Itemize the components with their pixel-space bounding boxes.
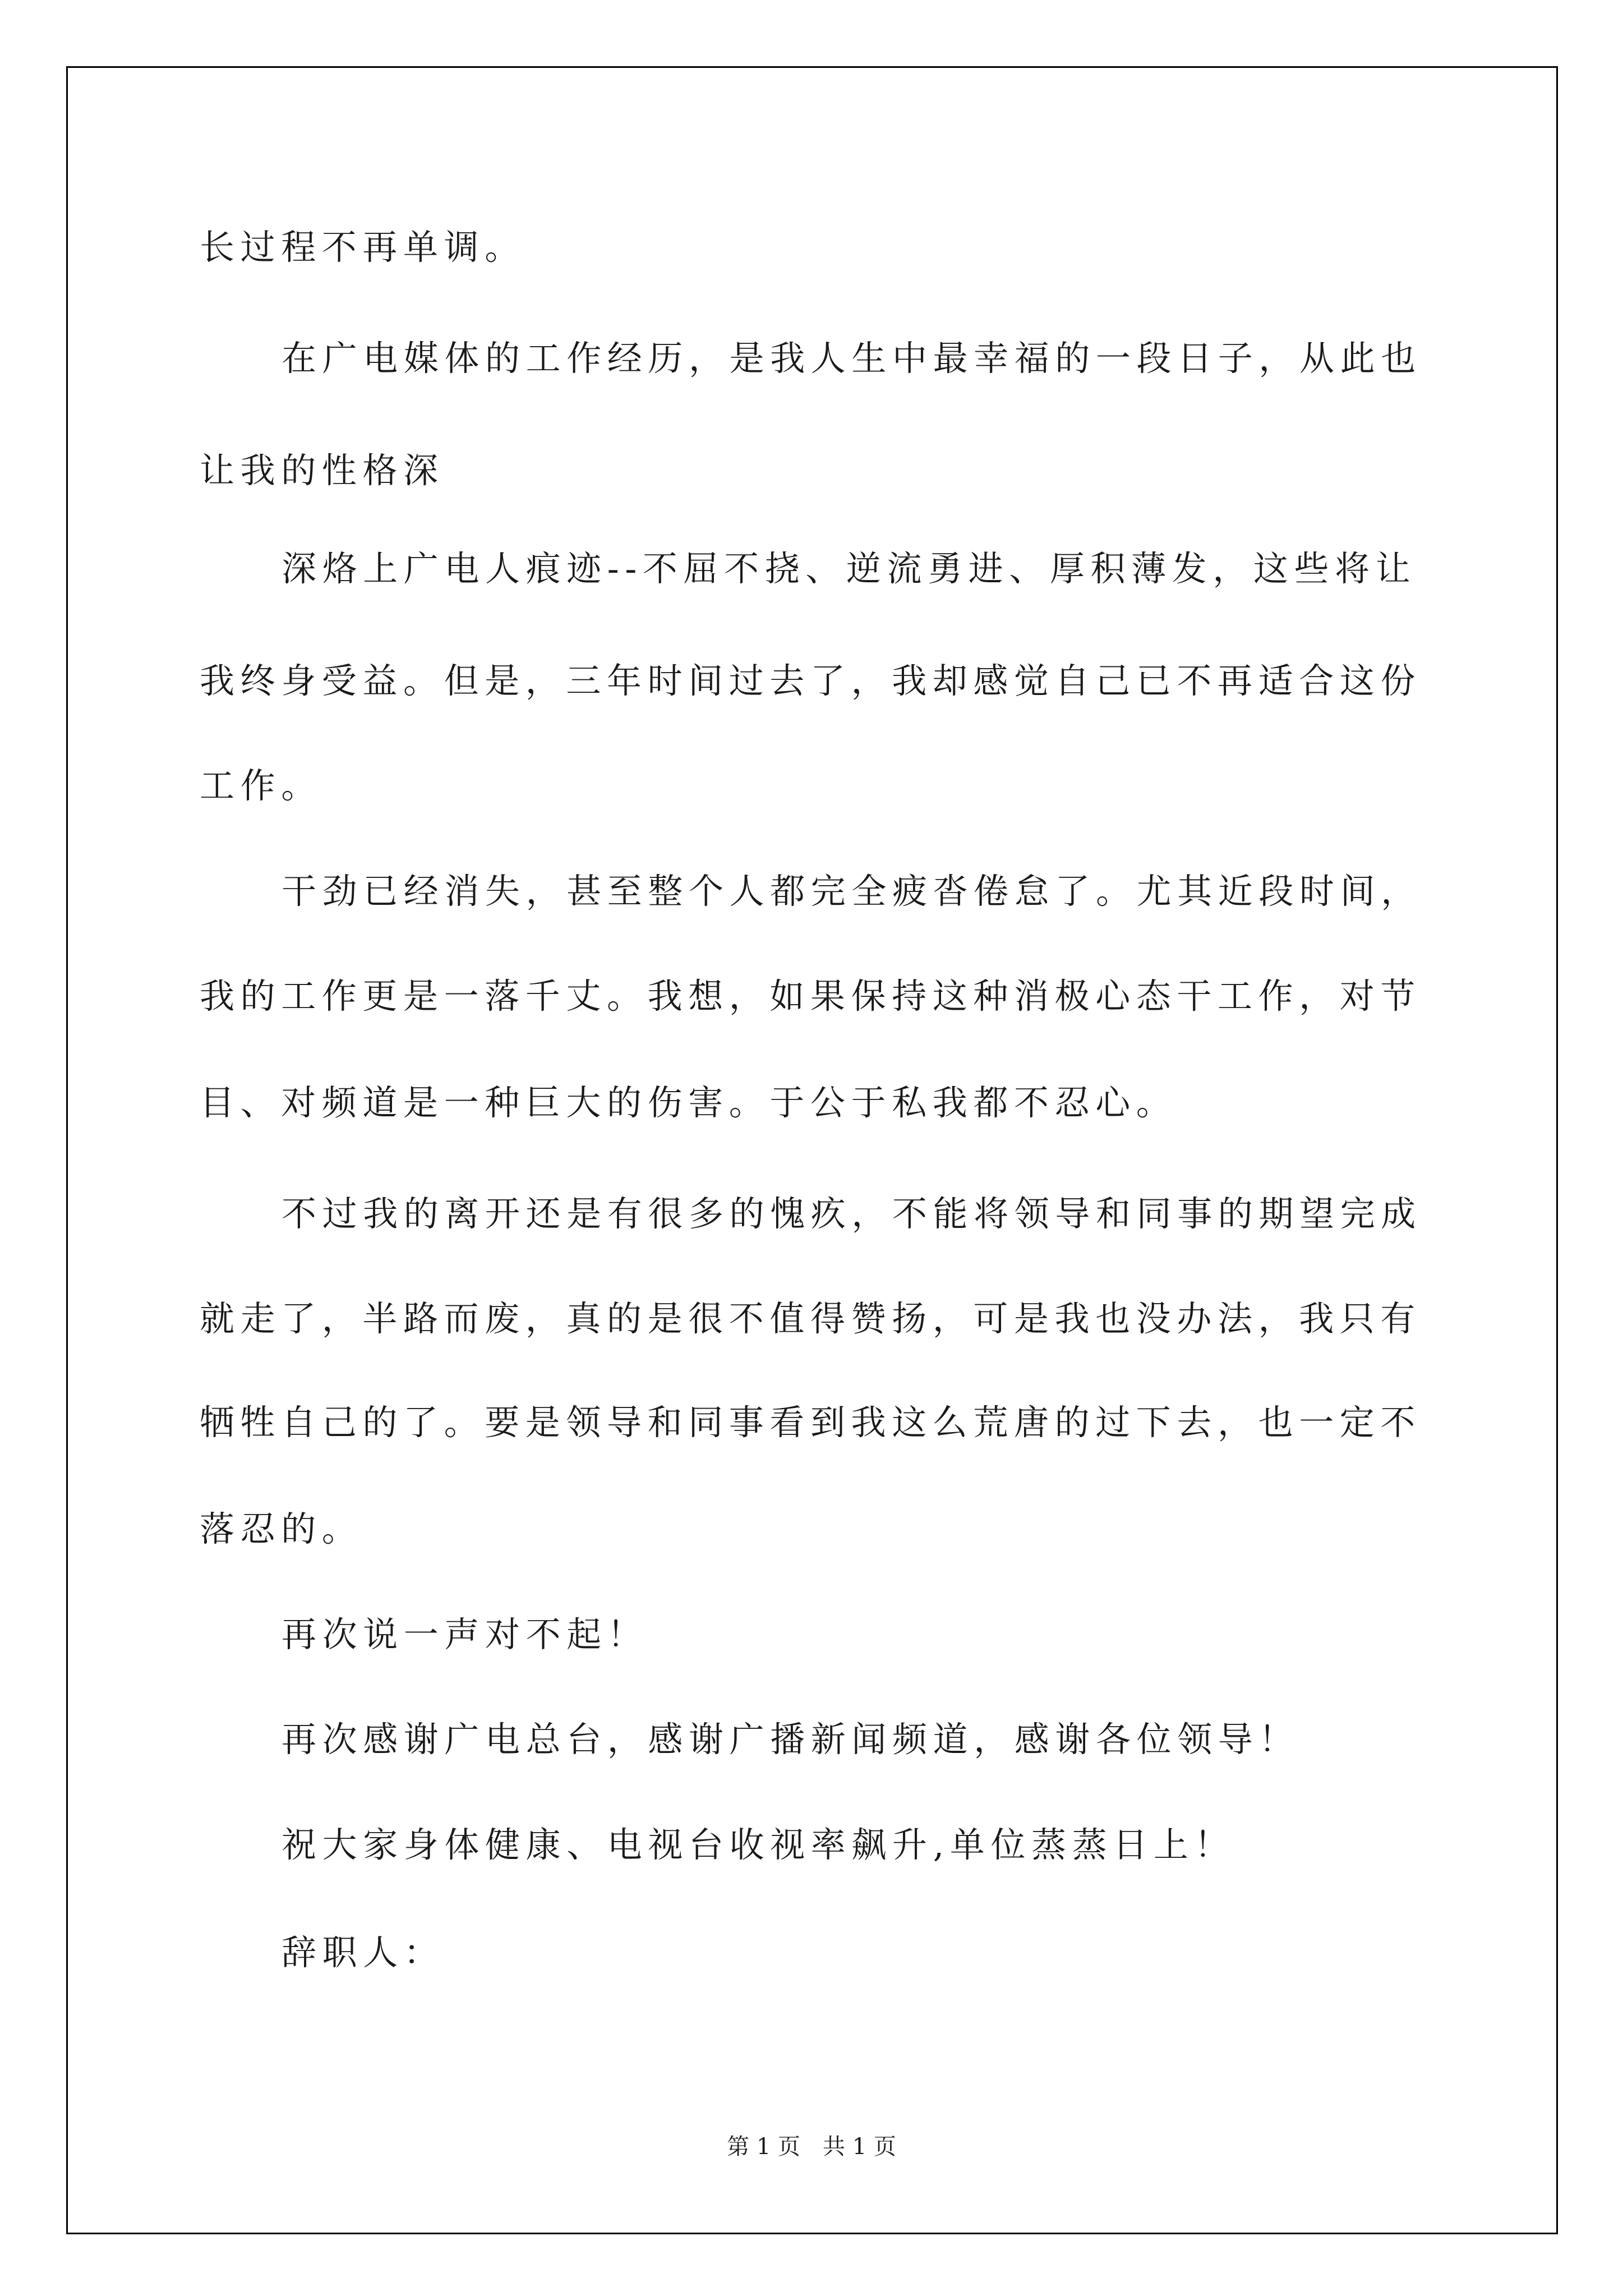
text-line: 让我的性格深 — [200, 450, 444, 491]
text-line: 我终身受益。但是，三年时间过去了，我却感觉自己已不再适合这份 — [200, 660, 1422, 701]
text-line: 长过程不再单调。 — [200, 227, 525, 268]
text-line: 目、对频道是一种巨大的伤害。于公于私我都不忍心。 — [200, 1082, 1177, 1123]
text-line: 牺牲自己的了。要是领导和同事看到我这么荒唐的过下去，也一定不 — [200, 1402, 1422, 1443]
text-line: 祝大家身体健康、电视台收视率飙升,单位蒸蒸日上！ — [282, 1824, 1235, 1865]
text-line: 深烙上广电人痕迹--不屈不挠、逆流勇进、厚积薄发，这些将让 — [282, 548, 1417, 589]
text-line: 干劲已经消失，甚至整个人都完全疲沓倦怠了。尤其近段时间， — [282, 871, 1422, 912]
text-line: 再次说一声对不起！ — [282, 1614, 648, 1655]
text-line: 就走了，半路而废，真的是很不值得赞扬，可是我也没办法，我只有 — [200, 1298, 1422, 1339]
text-line: 我的工作更是一落千丈。我想，如果保持这种消极心态干工作，对节 — [200, 976, 1422, 1016]
text-line: 工作。 — [200, 765, 322, 806]
page-border — [66, 66, 1558, 2234]
text-line: 在广电媒体的工作经历，是我人生中最幸福的一段日子，从此也 — [282, 338, 1422, 379]
text-line: 辞职人： — [282, 1932, 445, 1973]
page-footer: 第 1 页 共 1 页 — [727, 2134, 896, 2160]
text-line: 落忍的。 — [200, 1508, 363, 1549]
text-line: 不过我的离开还是有很多的愧疚，不能将领导和同事的期望完成 — [282, 1193, 1422, 1234]
text-line: 再次感谢广电总台，感谢广播新闻频道，感谢各位领导！ — [282, 1719, 1300, 1760]
